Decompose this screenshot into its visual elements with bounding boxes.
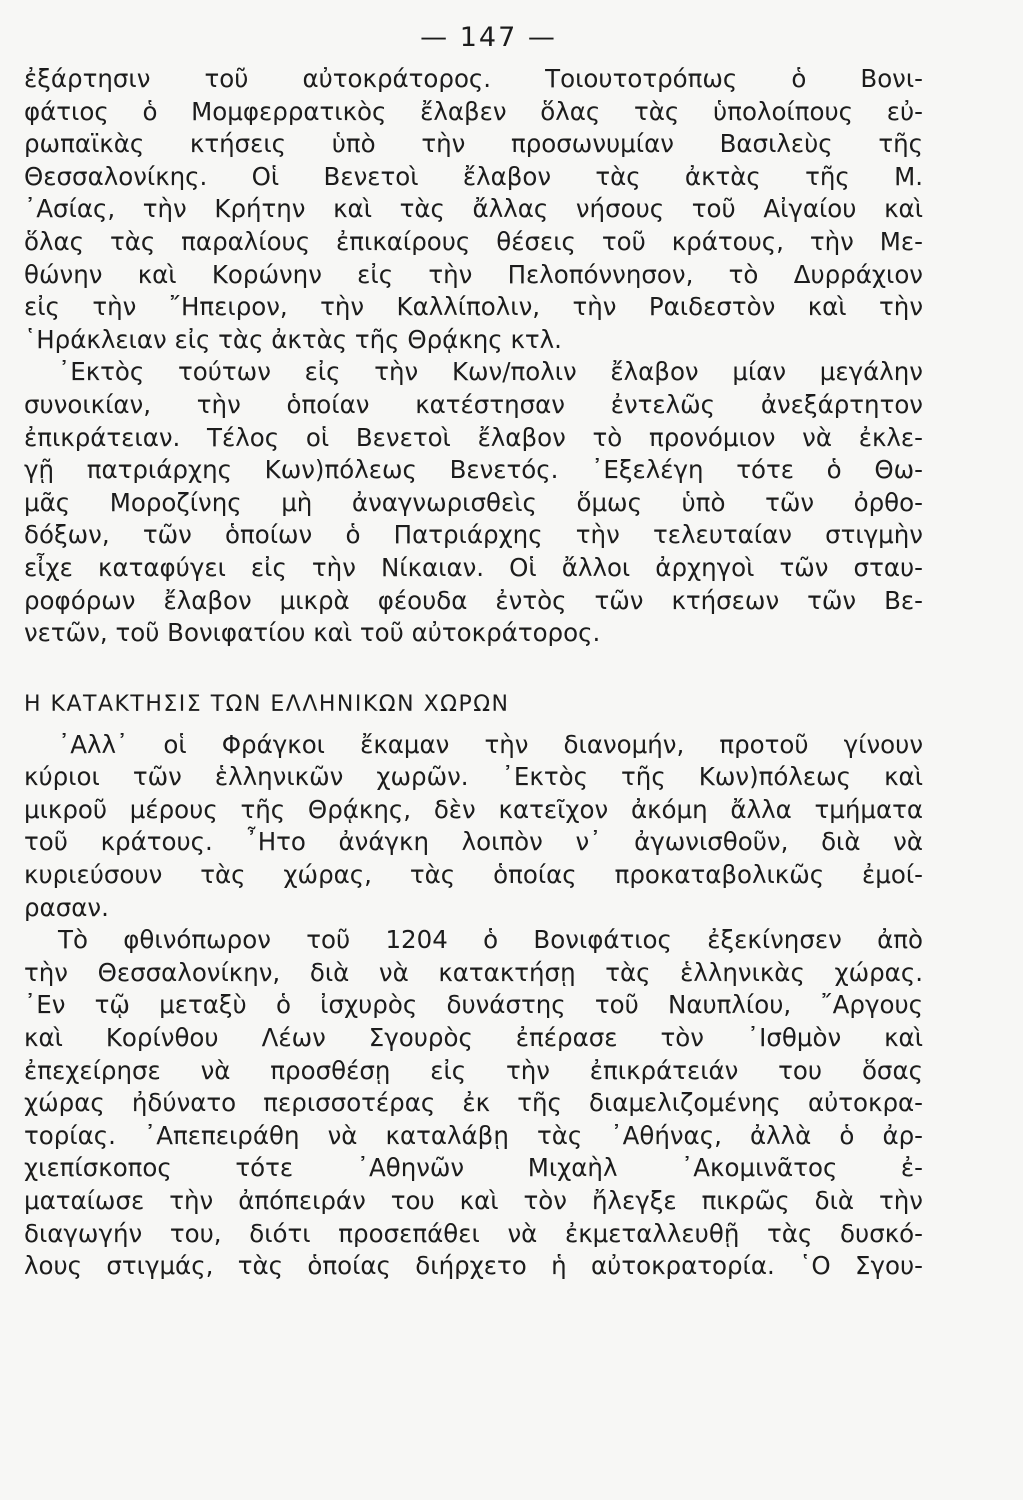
text-line: φάτιος ὁ Μομφερρατικὸς ἔλαβεν ὅλας τὰς ὑπολοίπους εὐ- [24, 96, 923, 126]
text-line: λους στιγμάς, τὰς ὁποίας διήρχετο ἡ αὐτοκρατορία. ῾Ο Σγου- [24, 1251, 923, 1281]
text-line: διαγωγήν του, διότι προσεπάθει νὰ ἐκμεταλλευθῇ τὰς δυσκό- [24, 1218, 923, 1248]
text-line: εἰς τὴν ῎Ηπειρον, τὴν Καλλίπολιν, τὴν Ραιδεστὸν καὶ τὴν [24, 292, 923, 322]
text-line: κύριοι τῶν ἑλληνικῶν χωρῶν. ᾿Εκτὸς τῆς Κων)πόλεως καὶ [24, 762, 923, 792]
text-line: εἶχε καταφύγει εἰς τὴν Νίκαιαν. Οἱ ἄλλοι ἀρχηγοὶ τῶν σταυ- [24, 552, 923, 582]
text-line: τοῦ κράτους. ῏Ητο ἀνάγκη λοιπὸν ν᾿ ἀγωνισθοῦν, διὰ νὰ [24, 827, 923, 857]
text-line: δόξων, τῶν ὁποίων ὁ Πατριάρχης τὴν τελευταίαν στιγμὴν [24, 520, 923, 550]
text-line: χιεπίσκοπος τότε ᾿Αθηνῶν Μιχαὴλ ᾿Ακομινᾶτος ἐ- [24, 1153, 923, 1183]
text-line: ἐπεχείρησε νὰ προσθέσῃ εἰς τὴν ἐπικράτειάν του ὅσας [24, 1055, 923, 1085]
text-line: Θεσσαλονίκης. Οἱ Βενετοὶ ἔλαβον τὰς ἀκτὰς τῆς Μ. [24, 161, 923, 191]
paragraph-3 [24, 729, 923, 925]
text-line: ἐξάρτησιν τοῦ αὐτοκράτορος. Τοιουτοτρόπως ὁ Βονι- [24, 64, 923, 93]
paragraph-4 [24, 924, 923, 1283]
paragraph-2 [24, 356, 923, 649]
text-line: ᾿Αλλ᾿ οἱ Φράγκοι ἔκαμαν τὴν διανομήν, προτοῦ γίνουν [58, 729, 923, 759]
text-line: θώνην καὶ Κορώνην εἰς τὴν Πελοπόννησον, τὸ Δυρράχιον [24, 259, 923, 289]
text-line: ᾿Εκτὸς τούτων εἰς τὴν Κων/πολιν ἔλαβον μίαν μεγάλην [58, 357, 923, 387]
text-line: χώρας ἠδύνατο περισσοτέρας ἐκ τῆς διαμελιζομένης αὐτοκρα- [24, 1088, 923, 1118]
text-line: καὶ Κορίνθου Λέων Σγουρὸς ἐπέρασε τὸν ᾿Ισθμὸν καὶ [24, 1023, 923, 1053]
text-line: γῇ πατριάρχης Κων)πόλεως Βενετός. ᾿Εξελέγη τότε ὁ Θω- [24, 455, 923, 485]
text-line: συνοικίαν, τὴν ὁποίαν κατέστησαν ἐντελῶς ἀνεξάρτητον [24, 389, 923, 419]
text-line: Τὸ φθινόπωρον τοῦ 1204 ὁ Βονιφάτιος ἐξεκίνησεν ἀπὸ [58, 925, 923, 955]
text-line: νετῶν, τοῦ Βονιφατίου καὶ τοῦ αὐτοκράτορος. [24, 618, 601, 648]
text-line: τὴν Θεσσαλονίκην, διὰ νὰ κατακτήσῃ τὰς ἑλληνικὰς χώρας. [24, 957, 923, 987]
text-line: ὅλας τὰς παραλίους ἐπικαίρους θέσεις τοῦ κράτους, τὴν Με- [24, 226, 923, 256]
page-number: — 147 — [420, 22, 557, 53]
text-line: μᾶς Μοροζίνης μὴ ἀναγνωρισθεὶς ὅμως ὑπὸ τῶν ὀρθο- [24, 487, 923, 517]
text-line: ματαίωσε τὴν ἀπόπειράν του καὶ τὸν ἤλεγξε πικρῶς διὰ τὴν [24, 1186, 923, 1215]
text-line: μικροῦ μέρους τῆς Θρᾴκης, δὲν κατεῖχον ἀκόμη ἄλλα τμήματα [24, 794, 923, 824]
text-line: κυριεύσουν τὰς χώρας, τὰς ὁποίας προκαταβολικῶς ἐμοί- [24, 860, 923, 890]
text-line: τορίας. ᾿Απεπειράθη νὰ καταλάβῃ τὰς ᾿Αθήνας, ἀλλὰ ὁ ἀρ- [24, 1120, 923, 1150]
text-line: ῾Ηράκλειαν εἰς τὰς ἀκτὰς τῆς Θρᾴκης κτλ. [24, 324, 562, 354]
text-line: ἐπικράτειαν. Τέλος οἱ Βενετοὶ ἔλαβον τὸ προνόμιον νὰ ἐκλε- [24, 422, 923, 452]
text-line: ρασαν. [24, 892, 109, 922]
section-heading: Η ΚΑΤΑΚΤΗΣΙΣ ΤΩΝ ΕΛΛΗΝΙΚΩΝ ΧΩΡΩΝ [24, 691, 510, 717]
text-line: ᾿Ασίας, τὴν Κρήτην καὶ τὰς ἄλλας νήσους τοῦ Αἰγαίου καὶ [24, 194, 923, 224]
text-line: ροφόρων ἔλαβον μικρὰ φέουδα ἐντὸς τῶν κτήσεων τῶν Βε- [24, 585, 923, 615]
text-line: ᾿Εν τῷ μεταξὺ ὁ ἰσχυρὸς δυνάστης τοῦ Ναυπλίου, ῎Αργους [24, 990, 923, 1020]
paragraph-1 [24, 63, 923, 356]
text-line: ρωπαϊκὰς κτήσεις ὑπὸ τὴν προσωνυμίαν Βασιλεὺς τῆς [24, 129, 923, 159]
